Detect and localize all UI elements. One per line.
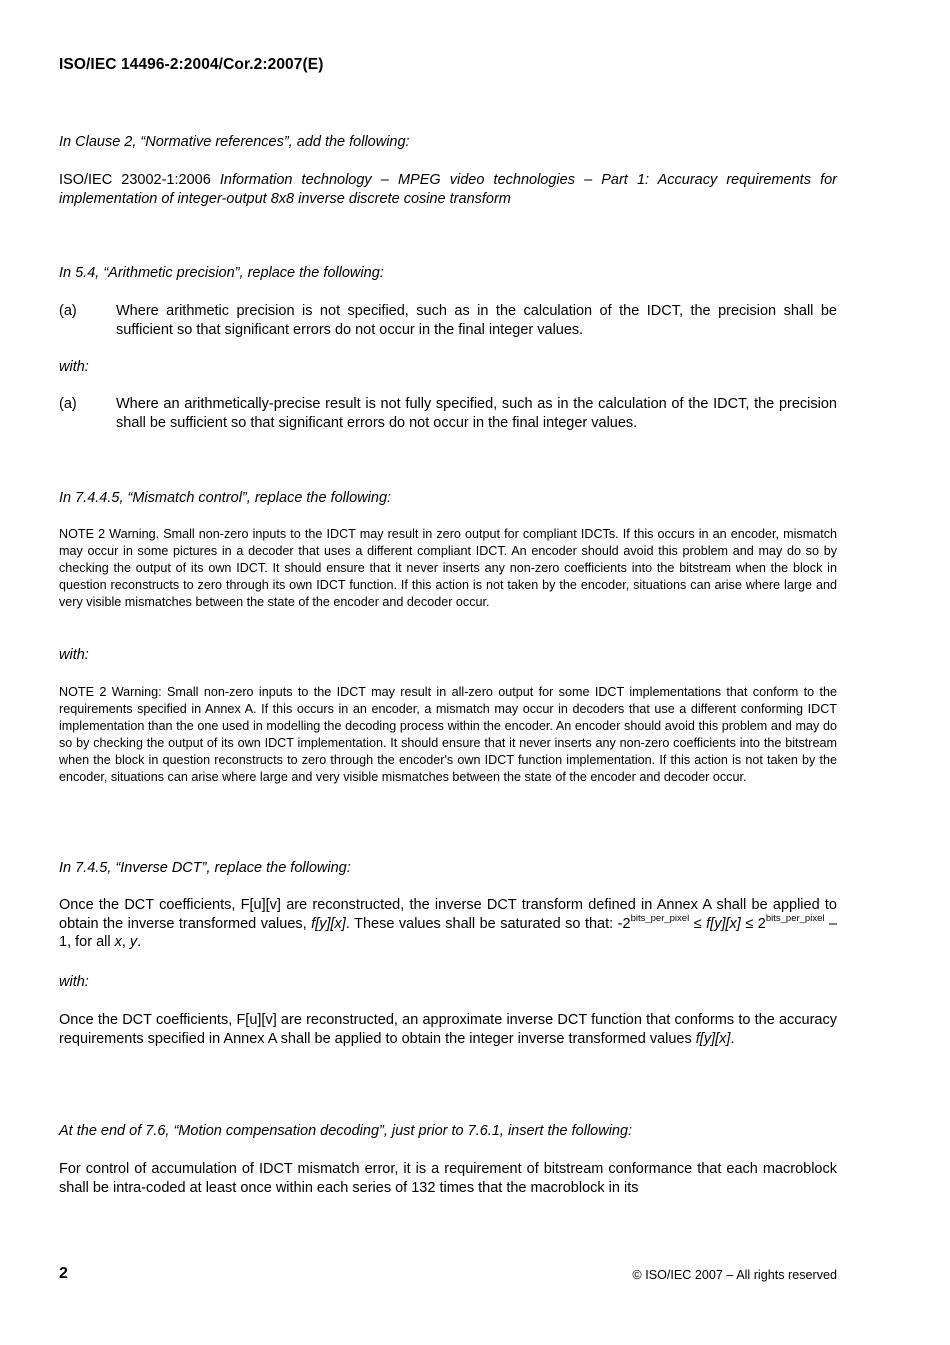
list-text: Where arithmetic precision is not specified, such as in the calculation of the IDCT, the precision shall be sufficient so that significant errors do not occur in the final integer values.	[116, 303, 837, 338]
math-fyx: f[y][x]	[706, 915, 741, 932]
text-run: ,	[121, 934, 130, 950]
s745-new-text	[59, 1011, 837, 1048]
page-number: 2	[59, 1265, 68, 1282]
list-tag: (a)	[59, 396, 77, 412]
clause2-reference	[59, 171, 837, 208]
text-run: 2	[753, 915, 766, 932]
s745-old-text	[59, 896, 837, 952]
math-fyx: f[y][x]	[695, 1030, 731, 1047]
copyright-notice: © ISO/IEC 2007 – All rights reserved	[632, 1268, 837, 1282]
s54-instruction: In 5.4, “Arithmetic precision”, replace the following:	[59, 265, 384, 281]
clause2-instruction: In Clause 2, “Normative references”, add the following:	[59, 134, 410, 150]
text-run: . These values shall be saturated so that: -2	[345, 915, 631, 932]
text-run: Once the DCT coefficients, F[u][v] are reconstructed, the inverse DCT transform defined in Annex A shall be applied to obtain the inverse transformed values,	[59, 897, 837, 932]
leq-symbol: ≤	[745, 915, 754, 932]
document-header: ISO/IEC 14496-2:2004/Cor.2:2007(E)	[59, 56, 324, 73]
s76-instruction: At the end of 7.6, “Motion compensation decoding”, just prior to 7.6.1, insert the following:	[59, 1123, 633, 1139]
list-tag: (a)	[59, 303, 77, 319]
text-run: Once the DCT coefficients, F[u][v] are reconstructed, an approximate inverse DCT function that conforms to the accuracy requirements specified in Annex A shall be applied to obtain the integer inverse transformed values	[59, 1012, 837, 1047]
math-x: x	[114, 934, 122, 950]
list-text: Where an arithmetically-precise result is not fully specified, such as in the calculation of the IDCT, the precision shall be sufficient so that significant errors do not occur in the final integer values.	[116, 396, 837, 431]
s54-new-item	[59, 395, 837, 432]
s54-old-item	[59, 302, 837, 339]
reference-number: ISO/IEC 23002-1:2006	[59, 172, 211, 188]
superscript: bits_per_pixel	[630, 912, 690, 924]
s745-instruction: In 7.4.5, “Inverse DCT”, replace the following:	[59, 860, 351, 876]
superscript: bits_per_pixel	[765, 912, 825, 924]
s7445-with: with:	[59, 647, 89, 663]
text-run: .	[137, 934, 142, 950]
s54-with: with:	[59, 359, 89, 375]
reference-title: Information technology – MPEG video technologies – Part 1: Accuracy requirements for implementation of integer-output 8x8 inverse discrete cosine transform	[59, 172, 837, 207]
leq-symbol: ≤	[693, 915, 702, 932]
s7445-new-note: NOTE 2 Warning: Small non-zero inputs to the IDCT may result in all-zero output for some IDCT implementations that conform to the requirements specified in Annex A. If this occurs in an encoder, a mismatch may occur in decoders that use a different conforming IDCT implementation than the one used in modelling the decoding process within the encoder. An encoder should avoid this problem and may do so by checking the output of its own IDCT implementation. It should ensure that it never inserts any non-zero coefficients into the bitstream when the block in question reconstructs to zero through the encoder's own IDCT function implementation. If this action is not taken by the encoder, situations can arise where large and very visible mismatches between the state of the encoder and decoder occur.	[59, 685, 837, 784]
s745-with: with:	[59, 974, 89, 990]
s76-text: For control of accumulation of IDCT mismatch error, it is a requirement of bitstream conformance that each macroblock shall be intra-coded at least once within each series of 132 times that the macroblock in its	[59, 1161, 837, 1196]
s7445-old-note: NOTE 2 Warning. Small non-zero inputs to the IDCT may result in zero output for compliant IDCTs. If this occurs in an encoder, mismatch may occur in some pictures in a decoder that uses a different compliant IDCT. An encoder should avoid this problem and may do so by checking the output of its own IDCT. It should ensure that it never inserts any non-zero coefficients into the bitstream when the block in question reconstructs to zero through its own IDCT function. If this action is not taken by the encoder, situations can arise where large and very visible mismatches between the state of the encoder and decoder occur.	[59, 527, 837, 609]
math-y: y	[129, 934, 138, 950]
math-fyx: f[y][x]	[311, 915, 346, 932]
text-run: – 1, for all	[59, 915, 838, 950]
text-run: .	[730, 1030, 735, 1047]
s7445-instruction: In 7.4.4.5, “Mismatch control”, replace the following:	[59, 490, 392, 506]
